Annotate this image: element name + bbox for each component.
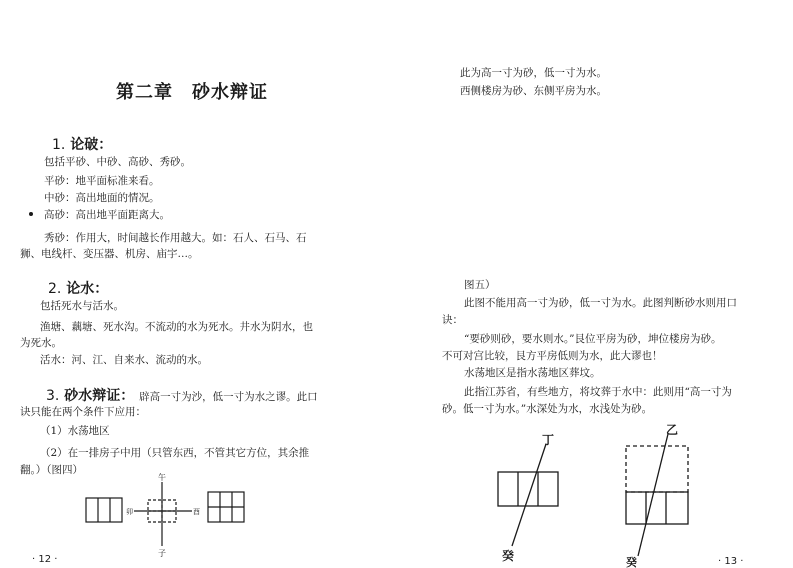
fig4-label-left: 卯 — [126, 508, 133, 516]
left-page — [0, 0, 396, 568]
section-3-inline-text: 辟高一寸为沙，低一寸为水之谬。此口 — [139, 391, 318, 403]
section-2-title: 论水： — [66, 281, 109, 297]
section-3-title: 砂水辩证： — [64, 388, 135, 404]
right-line-2: 诀： — [442, 314, 463, 326]
sec2-line-2: 为死水。 — [20, 337, 62, 349]
fig5-left-building — [498, 472, 558, 506]
right-top-line-0: 此为高一寸为砂，低一寸为水。 — [460, 67, 607, 79]
sec3-line-1: （1）水荡地区 — [40, 425, 110, 437]
sec2-line-3: 活水：河、江、自来水、流动的水。 — [40, 354, 208, 366]
right-line-1: 此图不能用高一寸为砂，低一寸为水。此图判断砂水则用口 — [464, 297, 737, 309]
right-line-3: “要砂则砂，要水则水。”艮位平房为砂，坤位楼房为砂。 — [464, 333, 722, 345]
section-3-heading — [46, 385, 318, 405]
section-1-number: 1. — [52, 137, 66, 153]
fig4-label-top: 午 — [158, 473, 166, 482]
right-top-line-1: 西侧楼房为砂、东侧平房为水。 — [460, 85, 607, 97]
section-1-heading — [52, 134, 112, 154]
sec2-line-0: 包括死水与活水。 — [40, 300, 124, 312]
fig5-right-building — [626, 492, 688, 524]
fig4-label-bottom: 子 — [158, 549, 166, 558]
fig4-label-right: 酉 — [193, 508, 200, 516]
section-2-heading — [48, 278, 108, 298]
bullet-dot — [29, 212, 33, 216]
sec1-line-3: 高砂：高出地平面距离大。 — [44, 209, 170, 221]
figure-4-diagram — [80, 470, 260, 560]
sec3-line-3: 翻。）（图四） — [20, 464, 83, 476]
section-2-number: 2. — [48, 281, 62, 297]
fig5-right-axis — [638, 434, 668, 556]
sec3-line-2: （2）在一排房子中用（只管东西，不管其它方位，其余推 — [40, 447, 310, 459]
sec1-line-2: 中砂：高出地面的情况。 — [44, 192, 160, 204]
fig5-right-dashed-upper — [626, 446, 688, 492]
figure-5-diagram — [486, 418, 706, 568]
section-1-title: 论破： — [70, 137, 113, 153]
fig5-left-axis — [512, 444, 546, 546]
chapter-title: 第二章 砂水辩证 — [116, 82, 268, 103]
sec1-line-4: 秀砂：作用大，时间越长作用越大。如：石人、石马、石 — [44, 232, 307, 244]
left-page-number: · 12 · — [32, 554, 58, 565]
section-3-number: 3. — [46, 388, 60, 404]
right-line-4: 不可对宫比较，艮方平房低则为水，此大谬也！ — [442, 350, 663, 362]
right-line-6: 此指江苏省，有些地方，将坟葬于水中：此则用“高一寸为 — [464, 386, 732, 398]
right-line-5: 水荡地区是指水荡地区葬坟。 — [464, 367, 601, 379]
right-page — [396, 0, 793, 568]
right-line-7: 砂。低一寸为水。”水深处为水，水浅处为砂。 — [442, 403, 653, 415]
right-page-number: · 13 · — [718, 556, 744, 567]
fig5-label-ding: 丁 — [542, 433, 555, 447]
sec2-line-1: 渔塘、藕塘、死水沟。不流动的水为死水。井水为阴水，也 — [40, 321, 313, 333]
right-line-0: 图五） — [464, 279, 496, 291]
sec3-line-0: 诀只能在两个条件下应用： — [20, 406, 146, 418]
fig5-label-gui-right: 癸 — [626, 556, 637, 568]
sec1-line-5: 狮、电线杆、变压器、机房、庙宇…。 — [20, 248, 199, 260]
fig4-left-block — [86, 498, 122, 522]
fig5-label-yi: 乙 — [666, 423, 679, 437]
sec1-line-1: 平砂：地平面标准来看。 — [44, 175, 160, 187]
fig5-label-gui-left: 癸 — [502, 549, 515, 563]
sec1-line-0: 包括平砂、中砂、高砂、秀砂。 — [44, 156, 191, 168]
